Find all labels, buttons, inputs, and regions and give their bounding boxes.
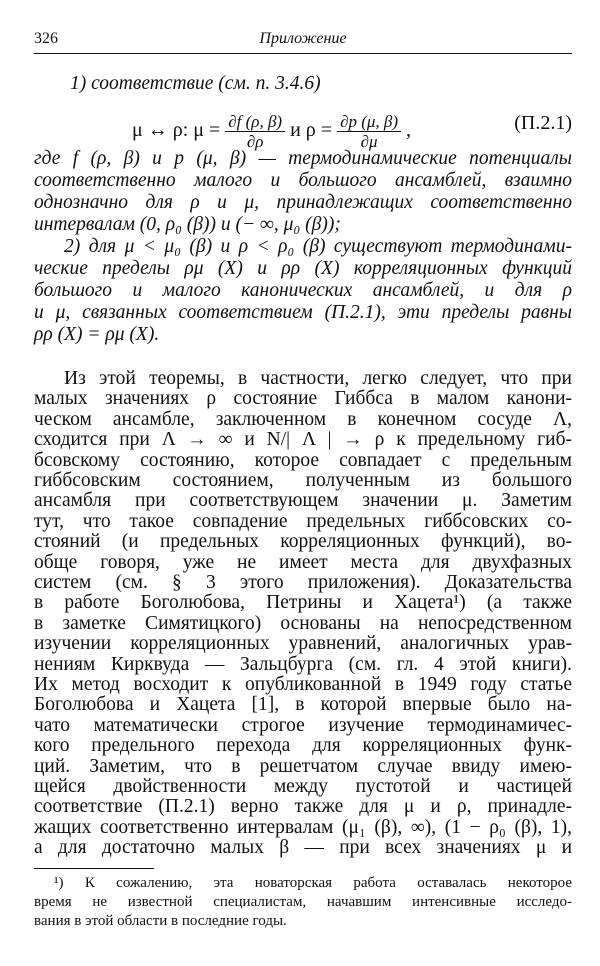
body-line: Из этой теоремы, в частности, легко следует, что при: [64, 368, 572, 389]
text-line: и μ, связанных соответствием (П.2.1), эти пределы равны: [34, 302, 572, 323]
text-line: интервалам (0, ρ₀ (β)) и (− ∞, μ₀ (β));: [34, 214, 341, 235]
footnote-rule: [34, 868, 154, 869]
equation-number: (П.2.1): [514, 112, 572, 134]
formula-left: μ ↔ ρ: μ =: [132, 119, 221, 142]
formula-mid: и ρ =: [290, 119, 333, 142]
formula-p-2-1: [34, 100, 572, 150]
text-line: ρρ (X) = ρμ (X).: [34, 324, 160, 345]
text-line: 2) для μ < μ₀ (β) и ρ < ρ₀ (β) существуют термодинами-: [64, 236, 572, 257]
body-line: Боголюбова и Хацета [1], в которой впервые было на-: [34, 694, 572, 716]
body-line: малых значениях ρ состояние Гиббса в малом канони-: [34, 388, 572, 410]
fraction-df-drho: [225, 112, 285, 151]
text-line: соответственно малого и большого ансамблей, взаимно: [34, 170, 572, 191]
fraction-numerator: ∂p (μ, β): [337, 112, 401, 132]
body-line: кого предельного перехода для корреляционных функ-: [34, 735, 572, 757]
running-title: Приложение: [259, 30, 347, 47]
text-line: ческие пределы ρμ (X) и ρρ (X) корреляционных функций: [34, 258, 572, 279]
text-line: большого и малого канонических ансамблей, и для ρ: [34, 280, 572, 301]
body-line: ансамбля при соответствующем значении μ. Заметим: [34, 490, 572, 512]
body-line: изучении корреляционных уравнений, аналогичных урав-: [34, 633, 572, 655]
body-line: щейся двойственности между пустотой и частицей: [34, 776, 572, 797]
fraction-denominator: ∂ρ: [246, 132, 264, 151]
formula-body: [132, 112, 411, 151]
body-line: гиббсовским состоянием, полученным из большого: [34, 470, 572, 491]
body-line: сходится при Λ → ∞ и N/| Λ | → ρ к предельному гиб-: [34, 429, 572, 451]
body-line: обще говоря, уже не имеет места для двухфазных: [34, 551, 572, 573]
body-line: жащих соответственно интервалам (μ₁ (β), ∞), (1 − ρ₀ (β), 1),: [34, 816, 572, 838]
body-line: Их метод восходит к опубликованной в 1949 году статье: [34, 674, 572, 695]
body-line: стояний (и предельных корреляционных функций), во-: [34, 531, 572, 553]
text-line: однозначно для ρ и μ, принадлежащих соответственно: [34, 192, 572, 213]
page-number: 326: [34, 30, 58, 47]
fraction-numerator: ∂f (ρ, β): [225, 112, 285, 132]
body-line: в заметке Симятицкого) основаны на непосредственном: [34, 612, 572, 634]
body-line: ций. Заметим, что в решетчатом случае ввиду имею-: [34, 755, 572, 777]
header-rule: [34, 53, 572, 54]
fraction-dp-dmu: [337, 112, 401, 151]
text-line: где f (ρ, β) и p (μ, β) — термодинамические потенциалы: [34, 148, 572, 169]
footnote-line: вания в этой области в последние годы.: [34, 913, 287, 929]
body-line: систем (см. § 3 этого приложения). Доказательства: [34, 572, 572, 593]
body-line: в работе Боголюбова, Петрины и Хацета¹) (а также: [34, 592, 572, 614]
footnote-line: время не известной специалистам, начавшим интенсивные исследо-: [34, 894, 572, 910]
running-header: [34, 30, 572, 52]
body-line: бсовскому состоянию, которое совпадает с предельным: [34, 449, 572, 471]
fraction-denominator: ∂μ: [360, 132, 378, 151]
body-line: соответствие (П.2.1) верно также для μ и ρ, принадле-: [34, 796, 572, 818]
footnote-line: ¹) К сожалению, эта новаторская работа оставалась некоторое: [54, 875, 572, 891]
body-line: тут, что такое совпадение предельных гиббсовских со-: [34, 510, 572, 532]
body-line: ческом ансамбле, заключенном в конечном сосуде Λ,: [34, 408, 572, 430]
body-line: чато математически строгое изучение термодинамичес-: [34, 714, 572, 736]
formula-end: ,: [406, 119, 412, 142]
body-line: нениям Кирквуда — Зальцбурга (см. гл. 4 этой книги).: [34, 653, 572, 675]
body-line: а для достаточно малых β — при всех значениях μ и: [34, 837, 572, 859]
item-1-intro: 1) соответствие (см. п. 3.4.6): [70, 73, 321, 94]
